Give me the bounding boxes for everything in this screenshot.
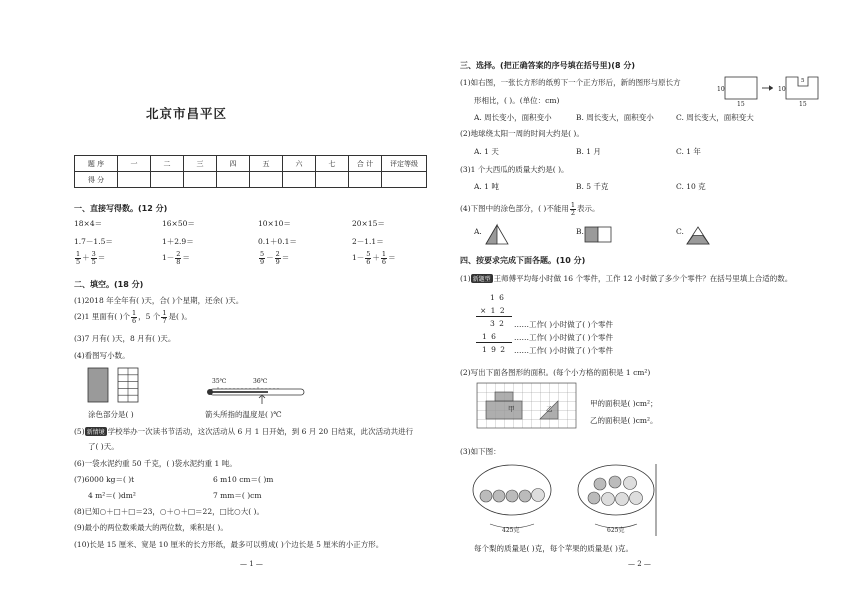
fig-label-5: 5: [801, 78, 805, 84]
fill-q4-caption-1: 涂色部分是( ): [88, 410, 134, 419]
frac-calc-item: 1－ $\frac{2}{8}$ ＝: [162, 250, 190, 266]
fill-q7-d: 7 mm＝( )cm: [213, 491, 262, 500]
choice-q1-option-a[interactable]: A. 周长变小，面积变小: [474, 113, 552, 122]
calc-item: 1.7－1.5＝: [74, 237, 113, 246]
therm-label-36: 36℃: [253, 378, 268, 385]
page-number-1: — 1 —: [240, 560, 263, 568]
score-header-cell: 七: [316, 156, 349, 172]
trapezoid-triangle-figure: [686, 226, 710, 246]
calc-note-2: ……工作( )小时做了( )个零件: [514, 333, 613, 342]
choice-q3-option-b[interactable]: B. 5 千克: [576, 182, 609, 191]
score-cell[interactable]: [217, 172, 250, 188]
area-yi-answer: 乙的面积是( )cm²。: [590, 416, 658, 425]
choice-q1: (1)如右图，一张长方形的纸剪下一个正方形后，新的图形与原长方: [460, 78, 681, 87]
frac-calc-item: $\frac{1}{5}$ ＋ $\frac{3}{5}$ ＝: [76, 250, 106, 266]
fig-label-15a: 15: [737, 101, 745, 108]
calc-rule-2: [476, 342, 512, 343]
fill-q5-cont: 了( )天。: [88, 442, 119, 451]
choice-q4: (4)下图中的涂色部分，( )不能用 $\frac{1}{2}$ 表示。: [460, 201, 600, 217]
score-header-cell: 四: [217, 156, 250, 172]
fill-q9: (9)最小的两位数乘最大的两位数，乘积是( )。: [74, 523, 228, 532]
score-cell[interactable]: [184, 172, 217, 188]
calc-item: 2－1.1＝: [352, 237, 384, 246]
decimal-figure: [88, 368, 168, 404]
choice-q4-option-c[interactable]: C.: [676, 227, 684, 236]
plate-2: [578, 465, 654, 515]
fill-q4-caption-2: 箭头所指的温度是( )℃: [205, 410, 282, 419]
choice-q2-option-c[interactable]: C. 1 年: [676, 147, 701, 156]
section-4-heading: 四、按要求完成下面各题。(10 分): [460, 256, 586, 265]
calc-note-3: ……工作( )小时做了( )个零件: [514, 346, 613, 355]
fill-q4: (4)看图写小数。: [74, 351, 130, 360]
section-2-heading: 二、填空。(18 分): [74, 280, 144, 289]
choice-q3-option-c[interactable]: C. 10 克: [676, 182, 706, 191]
choice-q3: (3)1 个大西瓜的质量大约是( )。: [460, 165, 569, 174]
score-header-cell: 一: [118, 156, 151, 172]
score-header-cell: 题 序: [75, 156, 118, 172]
section-1-heading: 一、直接写得数。(12 分): [74, 204, 168, 213]
fill-q7-b: 6 m10 cm＝( )m: [213, 475, 274, 484]
fig-label-15b: 15: [799, 101, 807, 108]
score-header-row: [75, 156, 427, 172]
score-header-cell: 五: [250, 156, 283, 172]
calc-item: 16×50＝: [162, 219, 195, 228]
fig-label-10b: 10: [778, 86, 786, 93]
score-header-cell: 合 计: [349, 156, 382, 172]
shape-jia: [486, 401, 522, 419]
calc-rule-1: [476, 316, 512, 317]
calc-line-1: 1 6: [490, 293, 505, 302]
cut-rect: [786, 77, 818, 99]
section-3-heading: 三、选择。(把正确答案的序号填在括号里)(8 分): [460, 61, 635, 70]
original-rect: [725, 77, 757, 99]
fill-q8: (8)已知○＋□＋□＝23，○＋○＋□＝22，□比○大( )。: [74, 507, 264, 516]
half-rect-figure: [584, 226, 614, 244]
area-grid: [477, 383, 577, 431]
score-header-cell: 评定等级: [382, 156, 427, 172]
fill-q5: (5) 新情境 学校举办一次读书节活动，这次活动从 6 月 1 日开始，到 6 月 20 日结束，此次活动共进行: [74, 427, 414, 436]
choice-q1-option-b[interactable]: B. 周长变大，面积变小: [576, 113, 654, 122]
task-q3-answer: 每个梨的质量是( )克，每个苹果的质量是( )克。: [474, 544, 633, 553]
half-triangle-figure: [485, 224, 509, 246]
shaded-square: [88, 368, 108, 402]
area-jia-answer: 甲的面积是( )cm²；: [590, 399, 658, 408]
task-q2: (2)写出下面各图形的面积。(每个小方格的面积是 1 cm²): [460, 368, 651, 377]
fill-q10: (10)长是 15 厘米、宽是 10 厘米的长方形纸，最多可以剪成( )个边长是 5 厘米的小正方形。: [74, 540, 384, 549]
thermometer: [208, 384, 308, 406]
score-header-cell: 三: [184, 156, 217, 172]
fill-q1: (1)2018 年全年有( )天，合( )个星期，还余( )天。: [74, 296, 244, 305]
calc-item: 18×4＝: [74, 219, 103, 228]
calc-note-1: ……工作( )小时做了( )个零件: [514, 320, 613, 329]
calc-line-2: × 1 2: [480, 306, 506, 315]
fill-q3: (3)7 月有( )天，8 月有( )天。: [74, 334, 176, 343]
fill-q6: (6)一袋水泥约重 50 千克，( )袋水泥约重 1 吨。: [74, 459, 237, 468]
therm-label-35: 35℃: [212, 378, 227, 385]
score-table: [74, 155, 427, 188]
label-yi: 乙: [546, 405, 553, 413]
weight-label-2: 625克: [607, 527, 625, 534]
task-q1: (1) 新题型 王师傅平均每小时做 16 个零件，工作 12 小时做了多少个零件？在括号里填上合适的数。: [460, 274, 793, 283]
calc-item: 10×10＝: [258, 219, 291, 228]
fill-q7-a: (7)6000 kg＝( )t: [74, 475, 135, 484]
fruit-figure: [470, 460, 670, 538]
task-q3: (3)如下图：: [460, 447, 501, 456]
page-number-2: — 2 —: [628, 560, 651, 568]
score-header-cell: 二: [151, 156, 184, 172]
calc-line-5: 1 9 2: [482, 345, 507, 354]
choice-q2-option-a[interactable]: A. 1 天: [474, 147, 499, 156]
calc-item: 1＋2.9＝: [162, 237, 194, 246]
frac-calc-item: 1－ $\frac{5}{6}$ ＋ $\frac{1}{6}$ ＝: [352, 250, 396, 266]
score-cell[interactable]: [151, 172, 184, 188]
new-type-tag: 新题型: [472, 276, 491, 283]
score-cell[interactable]: [118, 172, 151, 188]
calc-line-3: 3 2: [490, 319, 505, 328]
choice-q4-option-b[interactable]: B.: [576, 227, 584, 236]
new-context-tag: 新情境: [86, 429, 105, 436]
pear-icons: [480, 490, 531, 502]
score-header-cell: 六: [283, 156, 316, 172]
score-row-label: 得 分: [75, 172, 118, 188]
calc-item: 20×15＝: [352, 219, 385, 228]
score-row: [75, 172, 427, 188]
choice-q3-option-a[interactable]: A. 1 吨: [474, 182, 499, 191]
score-cell[interactable]: [283, 172, 316, 188]
fill-q2: (2)1 里面有( )个 $\frac{1}{6}$ ，5 个 $\frac{1}{7}$ 是( )。: [74, 309, 192, 325]
choice-q1-cont: 形相比，( )。(单位：cm): [474, 96, 560, 105]
calc-line-4: 1 6: [482, 332, 497, 341]
choice-q2: (2)地球绕太阳一周的时间大约是( )。: [460, 129, 584, 138]
choice-q4-option-a[interactable]: A.: [474, 227, 482, 236]
weight-label-1: 425克: [502, 527, 520, 534]
score-cell[interactable]: [382, 172, 427, 188]
label-jia: 甲: [508, 405, 515, 413]
score-cell[interactable]: [316, 172, 349, 188]
apple-icon: [532, 489, 545, 502]
calc-item: 0.1＋0.1＝: [258, 237, 297, 246]
score-cell[interactable]: [349, 172, 382, 188]
page-title: 北京市昌平区: [146, 106, 228, 121]
apple-icons-2: [602, 477, 643, 506]
frac-calc-item: $\frac{5}{9}$ － $\frac{2}{9}$ ＝: [260, 250, 290, 266]
choice-q1-option-c[interactable]: C. 周长变大，面积变大: [676, 113, 754, 122]
rect-cut-figure: [722, 76, 822, 104]
score-cell[interactable]: [250, 172, 283, 188]
fig-label-10a: 10: [717, 86, 725, 93]
fill-q7-c: 4 m²＝( )dm²: [88, 491, 136, 500]
choice-q2-option-b[interactable]: B. 1 月: [576, 147, 601, 156]
